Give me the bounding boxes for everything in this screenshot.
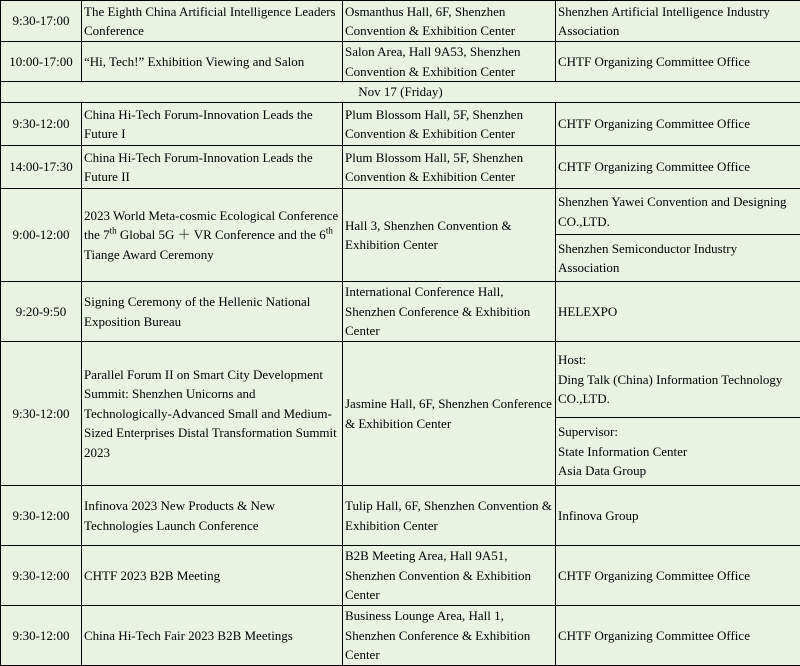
table-row [1,146,800,189]
venue-cell: Hall 3, Shenzhen Convention & Exhibition Center [343,189,556,282]
venue-cell: International Conference Hall, Shenzhen Conference & Exhibition Center [343,282,556,342]
event-cell: “Hi, Tech!” Exhibition Viewing and Salon [82,42,343,82]
event-cell: China Hi-Tech Forum-Innovation Leads the Future II [82,146,343,189]
event-cell: Infinova 2023 New Products & New Technologies Launch Conference [82,486,343,546]
day-header-row [1,82,800,103]
table-row [1,1,800,42]
event-cell: 2023 World Meta-cosmic Ecological Conference the 7th Global 5G ＋ VR Conference and the 6th Tiange Award Ceremony [82,189,343,282]
time-cell: 10:00-17:00 [1,42,82,82]
time-cell: 9:30-17:00 [1,1,82,42]
venue-cell: Salon Area, Hall 9A53, Shenzhen Convention & Exhibition Center [343,42,556,82]
table-row [1,282,800,342]
supervisor-2: Asia Data Group [558,463,647,479]
time-cell: 14:00-17:30 [1,146,82,189]
supervisor-label: Supervisor: [558,424,618,440]
table-row [1,103,800,146]
organizer-cell: Infinova Group [556,486,800,546]
event-cell: Parallel Forum II on Smart City Development Summit: Shenzhen Unicorns and Technologically-Advanced Small and Medium-Sized Enterprises Distal Transformation Summit 2023 [82,342,343,486]
time-cell: 9:20-9:50 [1,282,82,342]
time-cell: 9:30-12:00 [1,103,82,146]
supervisor-cell [556,418,800,486]
venue-cell: Plum Blossom Hall, 5F, Shenzhen Convention & Exhibition Center [343,103,556,146]
event-cell: China Hi-Tech Fair 2023 B2B Meetings [82,606,343,666]
venue-cell: B2B Meeting Area, Hall 9A51, Shenzhen Convention & Exhibition Center [343,546,556,606]
venue-cell: Business Lounge Area, Hall 1, Shenzhen Conference & Exhibition Center [343,606,556,666]
table-row [1,606,800,666]
event-cell: China Hi-Tech Forum-Innovation Leads the Future I [82,103,343,146]
table-row [1,189,800,235]
organizer-cell: Shenzhen Artificial Intelligence Industry Association [556,1,800,42]
venue-cell: Plum Blossom Hall, 5F, Shenzhen Convention & Exhibition Center [343,146,556,189]
event-cell: Signing Ceremony of the Hellenic National Exposition Bureau [82,282,343,342]
host-name: Ding Talk (China) Information Technology CO.,LTD. [558,371,783,407]
day-header: Nov 17 (Friday) [1,82,800,103]
organizer-cell: Shenzhen Semiconductor Industry Association [556,235,800,282]
host-label: Host: [558,352,587,368]
organizer-cell: Shenzhen Yawei Convention and Designing CO.,LTD. [556,189,800,235]
time-cell: 9:30-12:00 [1,486,82,546]
event-cell: CHTF 2023 B2B Meeting [82,546,343,606]
organizer-cell: CHTF Organizing Committee Office [556,546,800,606]
event-cell: The Eighth China Artificial Intelligence Leaders Conference [82,1,343,42]
organizer-cell: CHTF Organizing Committee Office [556,606,800,666]
time-cell: 9:30-12:00 [1,342,82,486]
venue-cell: Tulip Hall, 6F, Shenzhen Convention & Exhibition Center [343,486,556,546]
time-cell: 9:30-12:00 [1,606,82,666]
time-cell: 9:00-12:00 [1,189,82,282]
table-row [1,42,800,82]
supervisor-1: State Information Center [558,443,688,459]
venue-cell: Jasmine Hall, 6F, Shenzhen Conference & Exhibition Center [343,342,556,486]
organizer-cell: CHTF Organizing Committee Office [556,146,800,189]
table-row [1,486,800,546]
table-row [1,546,800,606]
organizer-cell: CHTF Organizing Committee Office [556,42,800,82]
venue-cell: Osmanthus Hall, 6F, Shenzhen Convention & Exhibition Center [343,1,556,42]
table-row [1,342,800,418]
host-cell [556,342,800,418]
time-cell: 9:30-12:00 [1,546,82,606]
organizer-cell: CHTF Organizing Committee Office [556,103,800,146]
organizer-cell: HELEXPO [556,282,800,342]
